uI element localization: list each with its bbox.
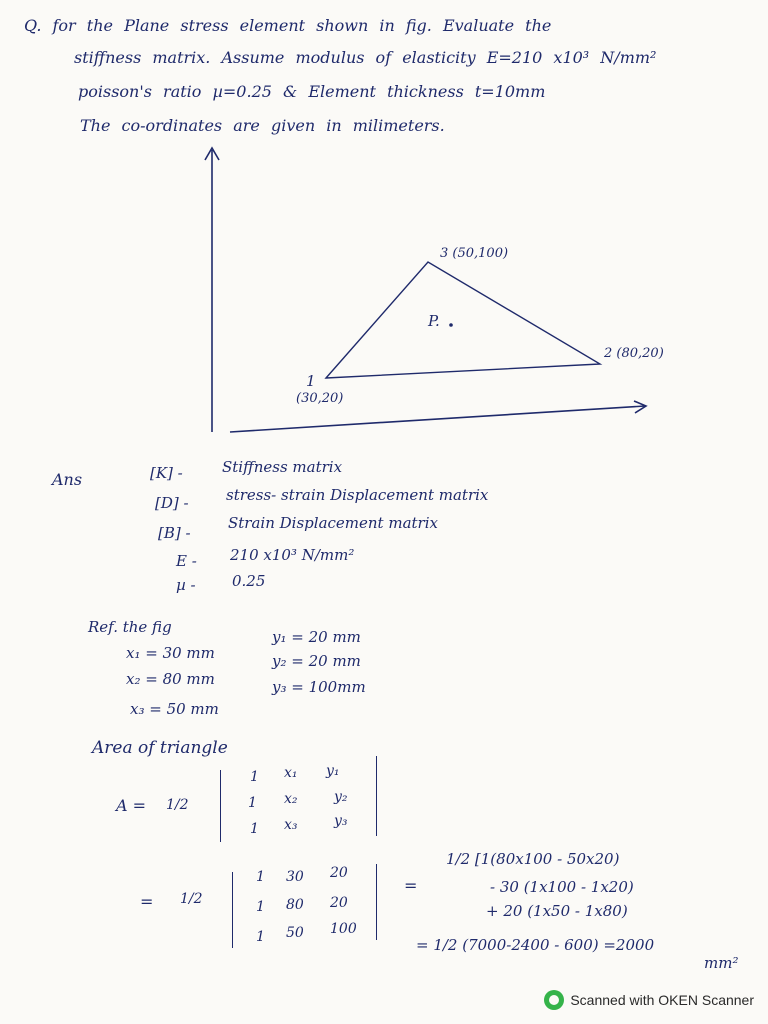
def-desc-d: stress- strain Displacement matrix xyxy=(226,486,489,504)
sym-m-0-1: x₁ xyxy=(284,765,298,781)
det-bar-left-2 xyxy=(232,872,233,948)
def-sym-b: [B] - xyxy=(158,524,191,542)
sym-m-0-0: 1 xyxy=(250,769,259,785)
node-2-label: 2 (80,20) xyxy=(604,346,664,361)
coord-x1: x₁ = 30 mm xyxy=(126,644,215,662)
expansion-line-2: - 30 (1x100 - 1x20) xyxy=(490,878,634,896)
num-m-2-0: 1 xyxy=(256,929,265,945)
watermark-text: Scanned with OKEN Scanner xyxy=(570,992,754,1008)
sym-m-1-0: 1 xyxy=(248,795,257,811)
question-line-3: poisson's ratio µ=0.25 & Element thickness t=10mm xyxy=(78,82,546,101)
expansion-eq: = xyxy=(404,876,418,895)
def-desc-mu: 0.25 xyxy=(232,572,266,590)
area-lhs: A = xyxy=(116,796,147,815)
def-desc-e: 210 x10³ N/mm² xyxy=(230,546,355,564)
num-m-2-1: 50 xyxy=(286,925,304,941)
area-half-2: 1/2 xyxy=(180,891,203,907)
def-sym-d: [D] - xyxy=(155,494,189,512)
num-m-1-2: 20 xyxy=(330,895,348,911)
def-sym-e: E - xyxy=(176,552,197,570)
sym-m-2-1: x₃ xyxy=(284,817,298,833)
question-line-2: stiffness matrix. Assume modulus of elasticity E=210 x10³ N/mm² xyxy=(74,48,657,67)
result-unit: mm² xyxy=(704,954,739,972)
centroid-dot xyxy=(449,323,453,327)
det-bar-left-1 xyxy=(220,770,221,842)
expansion-line-1: 1/2 [1(80x100 - 50x20) xyxy=(446,850,620,868)
def-desc-k: Stiffness matrix xyxy=(222,458,343,476)
num-m-0-0: 1 xyxy=(256,869,265,885)
num-m-0-2: 20 xyxy=(330,865,348,881)
def-desc-b: Strain Displacement matrix xyxy=(228,514,438,532)
det-bar-right-2 xyxy=(376,864,377,940)
x-axis xyxy=(230,406,645,432)
det-bar-right-1 xyxy=(376,756,377,836)
node-1-coord: (30,20) xyxy=(296,391,344,406)
centroid-label: P. xyxy=(428,312,440,330)
sym-m-2-2: y₃ xyxy=(334,813,348,829)
coord-x2: x₂ = 80 mm xyxy=(126,670,215,688)
sym-m-1-2: y₂ xyxy=(334,789,348,805)
coord-y3: y₃ = 100mm xyxy=(272,678,366,696)
question-line-4: The co-ordinates are given in milimeters. xyxy=(80,116,445,135)
answer-label: Ans xyxy=(52,470,83,489)
question-line-1: Q. for the Plane stress element shown in fig. Evaluate the xyxy=(24,16,552,35)
node-1-label: 1 xyxy=(306,372,316,390)
coord-y2: y₂ = 20 mm xyxy=(272,652,361,670)
sym-m-2-0: 1 xyxy=(250,821,259,837)
scanner-watermark xyxy=(544,990,754,1010)
num-m-0-1: 30 xyxy=(286,869,304,885)
area-half-1: 1/2 xyxy=(166,797,189,813)
oken-logo-icon xyxy=(544,990,564,1010)
sym-m-0-2: y₁ xyxy=(326,763,340,779)
def-sym-mu: µ - xyxy=(176,576,196,594)
result-line: = 1/2 (7000-2400 - 600) =2000 xyxy=(416,936,655,954)
coord-y1: y₁ = 20 mm xyxy=(272,628,361,646)
node-3-label: 3 (50,100) xyxy=(440,246,509,261)
coord-x3: x₃ = 50 mm xyxy=(130,700,219,718)
ref-title: Ref. the fig xyxy=(88,618,172,636)
num-m-1-0: 1 xyxy=(256,899,265,915)
triangle-element xyxy=(326,262,600,378)
num-m-1-1: 80 xyxy=(286,897,304,913)
sym-m-1-1: x₂ xyxy=(284,791,298,807)
num-m-2-2: 100 xyxy=(330,921,357,937)
expansion-line-3: + 20 (1x50 - 1x80) xyxy=(486,902,628,920)
def-sym-k: [K] - xyxy=(150,464,183,482)
area-title: Area of triangle xyxy=(92,738,228,758)
num-eq: = xyxy=(140,892,154,911)
